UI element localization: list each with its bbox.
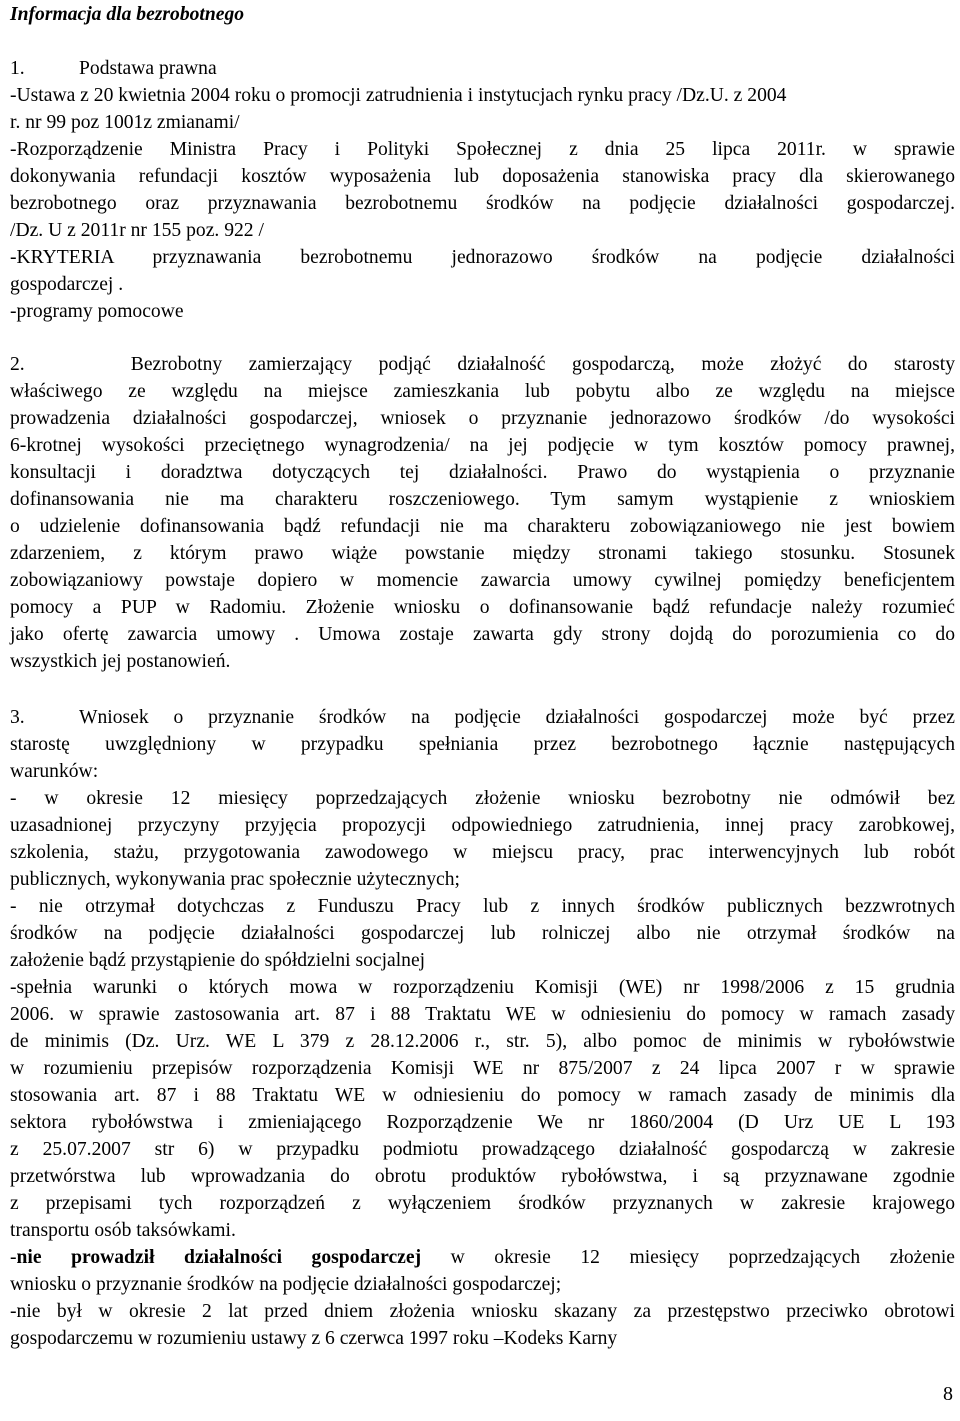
section-number: 1. <box>10 58 25 79</box>
text-line: jako ofertę zawarcia umowy . Umowa zostaje zawarta gdy strony dojdą do porozumienia co do <box>10 624 955 645</box>
section-first-line <box>10 704 955 731</box>
text-line: wniosku o przyznanie środków na podjęcie działalności gospodarczej; <box>10 1274 562 1295</box>
text-line: /Dz. U z 2011r nr 155 poz. 922 / <box>10 220 264 241</box>
text-line: -Rozporządzenie Ministra Pracy i Polityki Społecznej z dnia 25 lipca 2011r. w sprawie <box>10 139 955 160</box>
text-line: wszystkich jej postanowień. <box>10 651 231 672</box>
text-line: w rozumieniu przepisów rozporządzenia Komisji WE nr 875/2007 z 24 lipca 2007 r w sprawie <box>10 1058 955 1079</box>
section-number: 2. <box>10 354 25 375</box>
text-line: szkolenia, stażu, przygotowania zawodowego w miejscu pracy, prac interwencyjnych lub robót <box>10 842 955 863</box>
text-line: -KRYTERIA przyznawania bezrobotnemu jednorazowo środków na podjęcie działalności <box>10 247 955 268</box>
text-line: stosowania art. 87 i 88 Traktatu WE w odniesieniu do pomocy w ramach zasady de minimis dla <box>10 1085 955 1106</box>
text-line: z przepisami tych rozporządzeń z wyłączeniem środków przyznanych w zakresie krajowego <box>10 1193 955 1214</box>
text-line: warunków: <box>10 761 99 782</box>
text-line: Wniosek o przyznanie środków na podjęcie działalności gospodarczej może być przez <box>79 707 955 728</box>
text-line: r. nr 99 poz 1001z zmianami/ <box>10 112 240 133</box>
bold-phrase: nie prowadził działalności gospodarczej <box>16 1247 422 1268</box>
text-line: 6-krotnej wysokości przeciętnego wynagrodzenia/ na jej podjęcie w tym kosztów pomocy prawnej, <box>10 435 955 456</box>
text-line: dofinansowania nie ma charakteru roszczeniowego. Tym samym wystąpienie z wnioskiem <box>10 489 955 510</box>
text-line: 2006. w sprawie zastosowania art. 87 i 88 Traktatu WE w odniesieniu do pomocy w ramach zasady <box>10 1004 955 1025</box>
text-line: transportu osób taksówkami. <box>10 1220 236 1241</box>
section-heading <box>10 55 955 82</box>
section-conditions <box>10 704 955 1352</box>
text-line: gospodarczej . <box>10 274 124 295</box>
text-line: konsultacji i doradztwa dotyczących tej działalności. Prawo do wystąpienia o przyznanie <box>10 462 955 483</box>
section-first-line <box>10 351 955 378</box>
text-line: o udzielenie dofinansowania bądź refundacji nie ma charakteru zobowiązaniowego nie jest bowiem <box>10 516 955 537</box>
text-line: założenie bądź przystąpienie do spółdzielni socjalnej <box>10 950 426 971</box>
text-line: - nie otrzymał dotychczas z Funduszu Pracy lub z innych środków publicznych bezzwrotnych <box>10 896 955 917</box>
text-line: bezrobotnego oraz przyznawania bezrobotnemu środków na podjęcie działalności gospodarczej. <box>10 193 955 214</box>
text-line: przetwórstwa lub wprowadzania do obrotu produktów rybołówstwa, i są przyznawane zgodnie <box>10 1166 955 1187</box>
text-line: zobowiązaniowy powstaje dopiero w momencie zawarcia umowy cywilnej pomiędzy beneficjentem <box>10 570 955 591</box>
bold-condition-line <box>10 1244 955 1271</box>
text-line: dokonywania refundacji kosztów wyposażenia lub doposażenia stanowiska pracy dla skierowanego <box>10 166 955 187</box>
section-heading-text: Podstawa prawna <box>79 58 217 79</box>
text-line: -programy pomocowe <box>10 301 184 322</box>
text-line: uzasadnionej przyczyny przyjęcia propozycji odpowiedniego zatrudnienia, innej pracy zarobkowej, <box>10 815 955 836</box>
text-line: właściwego ze względu na miejsce zamieszkania lub pobytu albo ze względu na miejsce <box>10 381 955 402</box>
text-line: -Ustawa z 20 kwietnia 2004 roku o promocji zatrudnienia i instytucjach rynku pracy /Dz.U. z 2004 <box>10 85 787 106</box>
text-line: sektora rybołówstwa i zmieniającego Rozporządzenie We nr 1860/2004 (D Urz UE L 193 <box>10 1112 955 1133</box>
text-line: starostę uwzględniony w przypadku spełniania przez bezrobotnego łącznie następujących <box>10 734 955 755</box>
text-line: zdarzeniem, z którym prawo wiąże powstanie między stronami takiego stosunku. Stosunek <box>10 543 955 564</box>
section-number: 3. <box>10 707 25 728</box>
text-line: prowadzenia działalności gospodarczej, wniosek o przyznanie jednorazowo środków /do wysokości <box>10 408 955 429</box>
section-legal-basis <box>10 55 955 325</box>
text-line: środków na podjęcie działalności gospodarczej lub rolniczej albo nie otrzymał środków na <box>10 923 955 944</box>
bullet-dash: - <box>10 1247 17 1268</box>
text-line: publicznych, wykonywania prac społecznie użytecznych; <box>10 869 460 890</box>
text-line: -spełnia warunki o których mowa w rozporządzeniu Komisji (WE) nr 1998/2006 z 15 grudnia <box>10 977 955 998</box>
page-number: 8 <box>943 1383 953 1405</box>
text-line: z 25.07.2007 str 6) w przypadku podmiotu prowadzącego działalność gospodarczą w zakresie <box>10 1139 955 1160</box>
text-line: pomocy a PUP w Radomiu. Złożenie wniosku o dofinansowanie bądź refundacje należy rozumieć <box>10 597 955 618</box>
text-line: w okresie 12 miesięcy poprzedzających złożenie <box>421 1247 956 1268</box>
text-line: de minimis (Dz. Urz. WE L 379 z 28.12.2006 r., str. 5), albo pomoc de minimis w rybołówstwie <box>10 1031 955 1052</box>
text-line: gospodarczemu w rozumieniu ustawy z 6 czerwca 1997 roku –Kodeks Karny <box>10 1328 618 1349</box>
text-line: -nie był w okresie 2 lat przed dniem złożenia wniosku skazany za przestępstwo przeciwko obrotowi <box>10 1301 955 1322</box>
document-title: Informacja dla bezrobotnego <box>10 4 245 25</box>
section-application <box>10 351 955 675</box>
text-line: Bezrobotny zamierzający podjąć działalność gospodarczą, może złożyć do starosty <box>130 354 956 375</box>
text-line: - w okresie 12 miesięcy poprzedzających złożenie wniosku bezrobotny nie odmówił bez <box>10 788 955 809</box>
